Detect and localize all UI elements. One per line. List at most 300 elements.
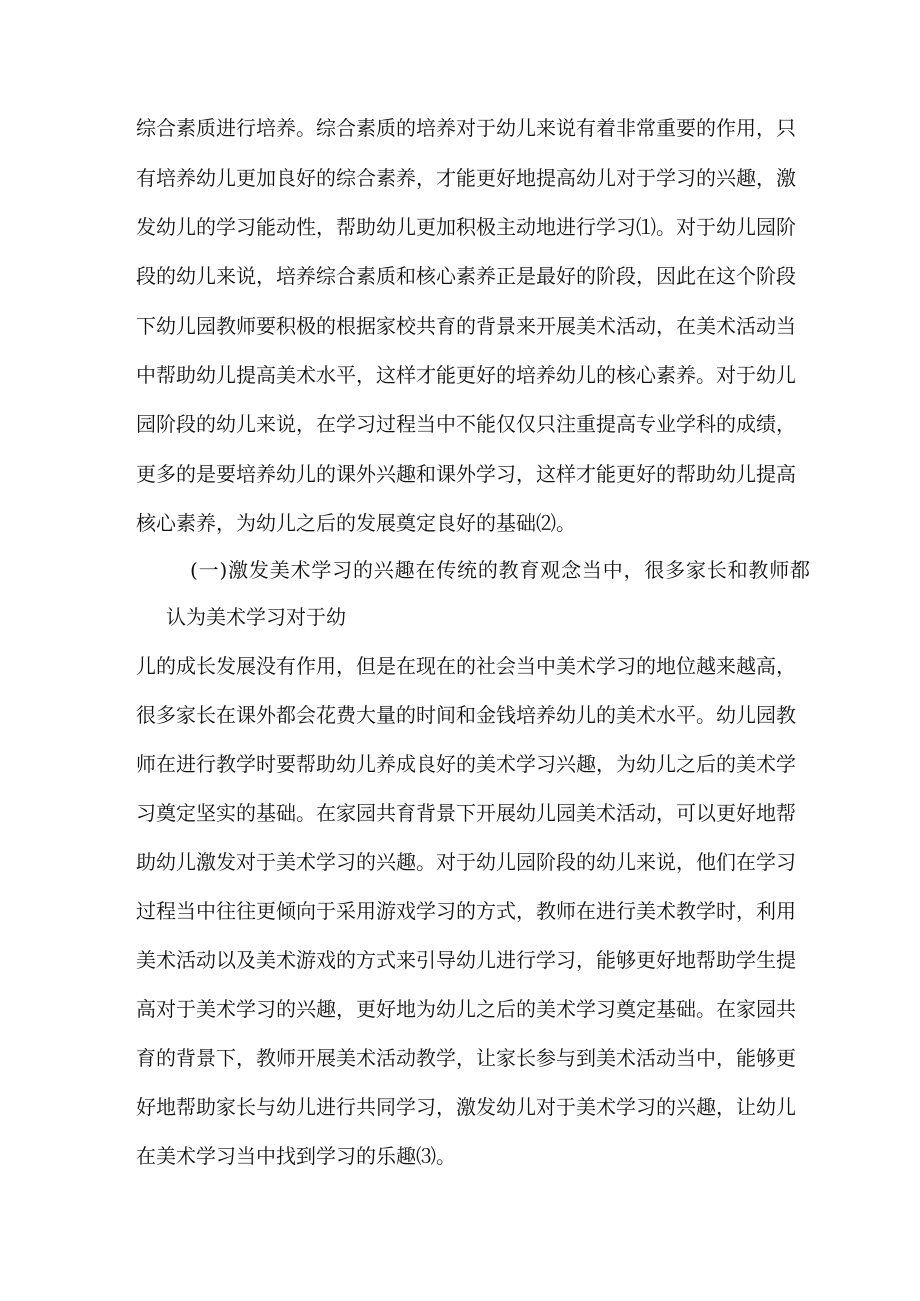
glyph: 定 (636, 997, 656, 1021)
glyph: 在 (396, 654, 416, 678)
paragraph-2-line-7 (136, 947, 796, 973)
glyph: 与 (256, 1095, 276, 1119)
glyph: 的 (496, 363, 516, 387)
glyph: 儿 (296, 462, 316, 486)
glyph: 育 (519, 558, 540, 582)
glyph: 园 (356, 801, 376, 825)
glyph: 有 (576, 116, 596, 140)
glyph: 儿 (176, 314, 196, 338)
glyph: 学 (616, 1095, 636, 1119)
glyph: 助 (136, 850, 156, 874)
glyph: 学 (676, 412, 696, 436)
glyph: 外 (256, 703, 276, 727)
glyph: 在 (156, 752, 176, 776)
glyph: 社 (476, 654, 496, 678)
glyph: 行 (576, 215, 596, 239)
glyph: 之 (476, 997, 496, 1021)
glyph: 习 (236, 215, 256, 239)
glyph: 水 (316, 363, 336, 387)
glyph: 方 (476, 899, 496, 923)
glyph: 综 (136, 116, 156, 140)
glyph: 高 (776, 462, 796, 486)
glyph: 主 (496, 215, 516, 239)
glyph: 在 (316, 801, 336, 825)
glyph: ( (190, 558, 198, 582)
glyph: 非 (616, 116, 636, 140)
glyph: 业 (656, 412, 676, 436)
glyph: 习 (776, 850, 796, 874)
glyph: 发 (216, 850, 236, 874)
glyph: ， (296, 412, 316, 436)
glyph: 助 (356, 215, 376, 239)
paragraph-2-line-6 (136, 898, 796, 924)
glyph: 质 (196, 116, 216, 140)
glyph: 激 (776, 166, 796, 190)
glyph: 趣 (396, 850, 416, 874)
glyph: 习 (356, 412, 376, 436)
glyph: 来 (636, 850, 656, 874)
glyph: ， (623, 558, 644, 582)
glyph: 术 (290, 558, 311, 582)
glyph: 于 (696, 215, 716, 239)
glyph: 用 (776, 899, 796, 923)
glyph: 学 (696, 899, 716, 923)
glyph: 长 (706, 558, 727, 582)
glyph: 学 (596, 654, 616, 678)
paragraph-1-line-2 (136, 165, 796, 191)
glyph: 用 (316, 654, 336, 678)
glyph: 没 (256, 654, 276, 678)
glyph: 教 (498, 558, 519, 582)
glyph: 都 (276, 703, 296, 727)
glyph: 共 (356, 1095, 376, 1119)
glyph: 习 (436, 899, 456, 923)
glyph: 的 (276, 997, 296, 1021)
glyph: 教 (216, 752, 236, 776)
glyph: 的 (456, 752, 476, 776)
glyph: 长 (516, 1046, 536, 1070)
glyph: 学 (336, 412, 356, 436)
glyph: 能 (596, 462, 616, 486)
glyph: 教 (776, 703, 796, 727)
glyph: 背 (416, 801, 436, 825)
glyph: 综 (316, 264, 336, 288)
glyph: 术 (296, 363, 316, 387)
glyph: 幼 (336, 752, 356, 776)
glyph: 。 (696, 363, 716, 387)
glyph: 正 (496, 264, 516, 288)
glyph: 家 (685, 558, 706, 582)
glyph: 更 (456, 363, 476, 387)
glyph: 习 (496, 462, 516, 486)
glyph: 地 (516, 166, 536, 190)
glyph: 激 (228, 558, 249, 582)
glyph: 积 (276, 314, 296, 338)
glyph: 学 (236, 997, 256, 1021)
glyph: 幼 (196, 166, 216, 190)
glyph: 幼 (496, 116, 516, 140)
glyph: 共 (376, 801, 396, 825)
glyph: 生 (756, 948, 776, 972)
glyph: 大 (356, 703, 376, 727)
glyph: 长 (236, 1095, 256, 1119)
glyph: 趣 (736, 166, 756, 190)
glyph: 的 (196, 215, 216, 239)
glyph: 费 (336, 703, 356, 727)
paragraph-2-line-1 (136, 653, 796, 679)
glyph: 术 (356, 1046, 376, 1070)
glyph: 能 (436, 363, 456, 387)
glyph: 于 (636, 166, 656, 190)
glyph: 养 (476, 264, 496, 288)
glyph: 基 (256, 801, 276, 825)
glyph: 于 (476, 116, 496, 140)
glyph: 培 (416, 116, 436, 140)
paragraph-1-line-1 (136, 115, 796, 141)
glyph: 的 (156, 264, 176, 288)
glyph: 进 (316, 1095, 336, 1119)
glyph: 对 (716, 363, 736, 387)
glyph: 于 (736, 363, 756, 387)
glyph: 习 (416, 1095, 436, 1119)
glyph: 样 (396, 363, 416, 387)
glyph: 师 (136, 752, 156, 776)
glyph: 后 (696, 752, 716, 776)
glyph: 培 (516, 703, 536, 727)
glyph: 的 (356, 850, 376, 874)
glyph: 好 (656, 948, 676, 972)
glyph: 的 (716, 752, 736, 776)
glyph: 的 (176, 462, 196, 486)
glyph: 仅 (496, 412, 516, 436)
glyph: 培 (236, 462, 256, 486)
glyph: 极 (296, 314, 316, 338)
glyph: 动 (276, 215, 296, 239)
glyph: 础 (276, 801, 296, 825)
glyph: 养 (436, 116, 456, 140)
glyph: 进 (216, 116, 236, 140)
glyph: 开 (476, 801, 496, 825)
glyph: 是 (516, 264, 536, 288)
glyph: 兴 (676, 1095, 696, 1119)
glyph: 幼 (276, 462, 296, 486)
paragraph-2-line-4 (136, 800, 796, 826)
glyph: 作 (296, 654, 316, 678)
glyph: 在 (415, 558, 436, 582)
glyph: 过 (136, 899, 156, 923)
glyph: 动 (656, 1046, 676, 1070)
glyph: 个 (736, 264, 756, 288)
glyph: 助 (316, 752, 336, 776)
glyph: 阶 (596, 264, 616, 288)
glyph: 校 (396, 314, 416, 338)
glyph: 的 (352, 558, 373, 582)
glyph: 方 (356, 948, 376, 972)
glyph: 高 (756, 654, 776, 678)
glyph: 趣 (316, 997, 336, 1021)
glyph: 园 (516, 850, 536, 874)
glyph: 幼 (756, 363, 776, 387)
glyph: 。 (656, 215, 676, 239)
glyph: 当 (416, 412, 436, 436)
glyph: 儿 (176, 850, 196, 874)
glyph: 良 (276, 166, 296, 190)
glyph: 的 (696, 116, 716, 140)
glyph: 儿 (536, 801, 556, 825)
glyph: 幼 (576, 166, 596, 190)
glyph: 学 (436, 1046, 456, 1070)
glyph: 提 (756, 462, 776, 486)
glyph: 成 (736, 412, 756, 436)
glyph: 在 (216, 703, 236, 727)
glyph: 样 (556, 462, 576, 486)
glyph: 活 (616, 801, 636, 825)
glyph: 课 (236, 703, 256, 727)
glyph: 幼 (476, 850, 496, 874)
glyph: 素 (656, 363, 676, 387)
glyph: 的 (456, 654, 476, 678)
glyph: 儿 (216, 363, 236, 387)
paragraph-1-line-3 (136, 214, 796, 240)
glyph: 提 (536, 166, 556, 190)
glyph: 合 (156, 116, 176, 140)
glyph: 阶 (536, 850, 556, 874)
glyph: 们 (716, 850, 736, 874)
glyph: 阶 (756, 264, 776, 288)
glyph: 中 (196, 899, 216, 923)
glyph: 学 (596, 215, 616, 239)
glyph: 习 (556, 948, 576, 972)
glyph: 有 (136, 166, 156, 190)
glyph: 在 (716, 997, 736, 1021)
glyph: 的 (596, 363, 616, 387)
glyph: 美 (536, 997, 556, 1021)
glyph: 儿 (736, 703, 756, 727)
glyph: 帮 (776, 801, 796, 825)
glyph: 美 (336, 1046, 356, 1070)
glyph: 和 (396, 264, 416, 288)
glyph: 只 (536, 412, 556, 436)
glyph: 幼 (716, 703, 736, 727)
glyph: 术 (596, 1095, 616, 1119)
glyph: ， (736, 899, 756, 923)
glyph: 说 (656, 850, 676, 874)
glyph: 家 (176, 703, 196, 727)
glyph: 。 (696, 997, 716, 1021)
glyph: ， (516, 899, 536, 923)
glyph: 要 (676, 116, 696, 140)
glyph: 育 (436, 314, 456, 338)
glyph: 师 (276, 1046, 296, 1070)
glyph: 素 (376, 166, 396, 190)
glyph: 量 (376, 703, 396, 727)
glyph: 好 (636, 462, 656, 486)
glyph: 更 (256, 899, 276, 923)
glyph: 才 (576, 462, 596, 486)
glyph: 美 (736, 752, 756, 776)
paragraph-1-line-8 (136, 461, 796, 487)
glyph: 高 (136, 997, 156, 1021)
glyph: 动 (396, 1046, 416, 1070)
glyph: 式 (496, 899, 516, 923)
glyph: 的 (716, 412, 736, 436)
glyph: 对 (236, 850, 256, 874)
glyph: 教 (676, 899, 696, 923)
glyph: 景 (436, 801, 456, 825)
glyph: 于 (556, 1095, 576, 1119)
glyph: 教 (216, 314, 236, 338)
glyph: ， (336, 654, 356, 678)
glyph: 科 (696, 412, 716, 436)
glyph: 平 (676, 703, 696, 727)
glyph: 专 (636, 412, 656, 436)
glyph: 于 (456, 850, 476, 874)
glyph: 园 (556, 801, 576, 825)
paragraph-1-line-6 (136, 362, 796, 388)
glyph: 儿 (136, 654, 156, 678)
glyph: 钱 (496, 703, 516, 727)
glyph: 的 (456, 314, 476, 338)
glyph: 活 (736, 314, 756, 338)
glyph: 重 (576, 412, 596, 436)
glyph: ， (596, 752, 616, 776)
glyph: 平 (336, 363, 356, 387)
glyph: 的 (156, 1046, 176, 1070)
paragraph-2-line-10 (136, 1094, 796, 1120)
glyph: 学 (396, 1095, 416, 1119)
glyph: 游 (376, 899, 396, 923)
paragraph-1-line-5 (136, 313, 796, 339)
glyph: 动 (636, 801, 656, 825)
glyph: 更 (776, 1046, 796, 1070)
glyph: 背 (176, 1046, 196, 1070)
glyph: 儿 (496, 850, 516, 874)
glyph: 的 (396, 116, 416, 140)
glyph: 幼 (276, 1095, 296, 1119)
glyph: 统 (457, 558, 477, 582)
glyph: 行 (516, 948, 536, 972)
glyph: 美 (276, 363, 296, 387)
glyph: 在 (576, 899, 596, 923)
glyph: 美 (256, 948, 276, 972)
glyph: 培 (156, 166, 176, 190)
glyph: 发 (248, 558, 269, 582)
glyph: 念 (561, 558, 582, 582)
glyph: 儿 (356, 752, 376, 776)
glyph: 地 (536, 215, 556, 239)
glyph: 家 (736, 997, 756, 1021)
glyph: 素 (456, 264, 476, 288)
glyph: 最 (536, 264, 556, 288)
glyph: 长 (196, 703, 216, 727)
glyph: 养 (536, 703, 556, 727)
glyph: 可 (676, 801, 696, 825)
glyph: 课 (336, 462, 356, 486)
glyph: 儿 (516, 1095, 536, 1119)
glyph: 家 (496, 1046, 516, 1070)
glyph: 地 (756, 801, 776, 825)
glyph: 同 (376, 1095, 396, 1119)
glyph: 来 (256, 412, 276, 436)
glyph: 的 (316, 166, 336, 190)
glyph: 才 (416, 363, 436, 387)
glyph: 发 (136, 215, 156, 239)
glyph: 戏 (396, 899, 416, 923)
glyph: 说 (236, 264, 256, 288)
glyph: 对 (676, 215, 696, 239)
glyph: 中 (696, 1046, 716, 1070)
glyph: 儿 (656, 752, 676, 776)
glyph: 的 (236, 801, 256, 825)
glyph: 幼 (216, 412, 236, 436)
glyph: 时 (416, 703, 436, 727)
glyph: 进 (176, 752, 196, 776)
glyph: 学 (416, 899, 436, 923)
glyph: 段 (176, 412, 196, 436)
glyph: 够 (616, 948, 636, 972)
glyph: 育 (136, 1046, 156, 1070)
glyph: 习 (676, 166, 696, 190)
glyph: 术 (576, 654, 596, 678)
glyph: 动 (756, 314, 776, 338)
glyph: 行 (616, 899, 636, 923)
glyph: 术 (636, 703, 656, 727)
glyph: 核 (616, 363, 636, 387)
glyph: 的 (396, 703, 416, 727)
paragraph-2-line-9 (136, 1045, 796, 1071)
glyph: 学 (656, 166, 676, 190)
glyph: ， (656, 314, 676, 338)
glyph: 美 (576, 801, 596, 825)
glyph: 园 (196, 314, 216, 338)
glyph: 趣 (394, 558, 415, 582)
glyph: 美 (136, 948, 156, 972)
glyph: 多 (156, 703, 176, 727)
glyph: 提 (596, 412, 616, 436)
glyph: 课 (436, 462, 456, 486)
glyph: 是 (196, 462, 216, 486)
glyph: 行 (236, 116, 256, 140)
glyph: 奠 (616, 997, 636, 1021)
glyph: 幼 (176, 264, 196, 288)
glyph: 家 (376, 314, 396, 338)
glyph: 美 (576, 314, 596, 338)
glyph: 但 (356, 654, 376, 678)
glyph: 游 (296, 948, 316, 972)
glyph: 当 (581, 558, 602, 582)
glyph: 是 (376, 654, 396, 678)
glyph: 良 (416, 752, 436, 776)
glyph: 越 (696, 654, 716, 678)
glyph: 往 (236, 899, 256, 923)
glyph: 景 (496, 314, 516, 338)
glyph: 学 (216, 215, 236, 239)
glyph: 学 (776, 752, 796, 776)
glyph: 。 (296, 116, 316, 140)
glyph: 趣 (696, 1095, 716, 1119)
glyph: 对 (456, 116, 476, 140)
glyph: 更 (416, 215, 436, 239)
glyph: 幼 (556, 703, 576, 727)
glyph: 养 (256, 462, 276, 486)
glyph: 传 (436, 558, 457, 582)
glyph: 更 (636, 948, 656, 972)
glyph: 现 (416, 654, 436, 678)
glyph: 行 (336, 1095, 356, 1119)
glyph: 术 (596, 801, 616, 825)
glyph: ， (236, 1046, 256, 1070)
glyph: 长 (196, 654, 216, 678)
